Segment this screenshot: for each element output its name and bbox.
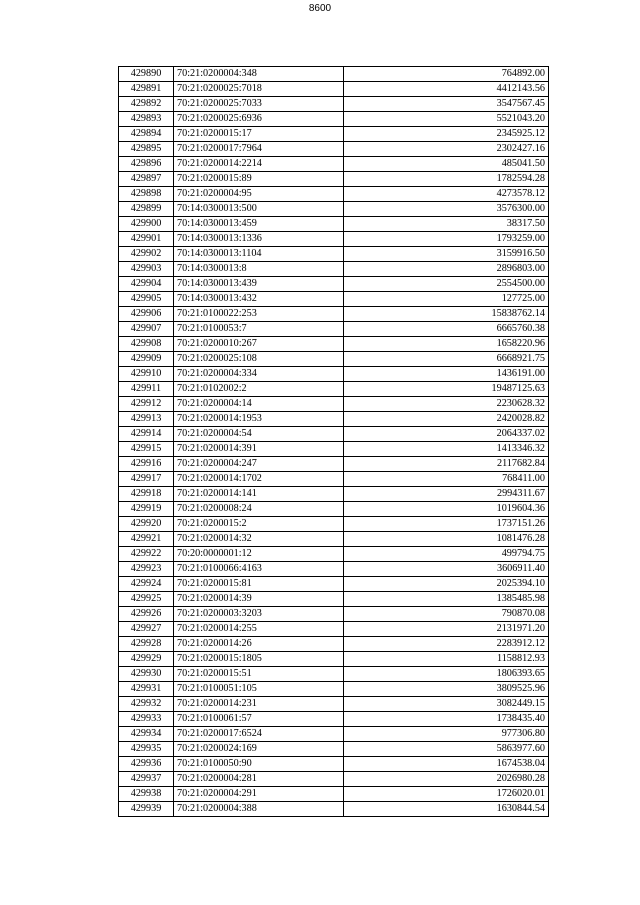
cadastral-number-cell: 70:14:0300013:8 — [174, 262, 344, 277]
row-number-cell: 429907 — [119, 322, 174, 337]
cadastral-number-cell: 70:21:0200004:95 — [174, 187, 344, 202]
table-row — [119, 757, 549, 772]
row-number-cell: 429906 — [119, 307, 174, 322]
value-cell: 4412143.56 — [344, 82, 549, 97]
value-cell: 2025394.10 — [344, 577, 549, 592]
cadastral-number-cell: 70:21:0100061:57 — [174, 712, 344, 727]
table-row — [119, 502, 549, 517]
table-row — [119, 547, 549, 562]
cadastral-number-cell: 70:21:0100051:105 — [174, 682, 344, 697]
table-row — [119, 82, 549, 97]
table-row — [119, 127, 549, 142]
value-cell: 5863977.60 — [344, 742, 549, 757]
cadastral-number-cell: 70:21:0200014:231 — [174, 697, 344, 712]
table-row — [119, 517, 549, 532]
table-row — [119, 112, 549, 127]
table-row — [119, 622, 549, 637]
value-cell: 127725.00 — [344, 292, 549, 307]
value-cell: 3082449.15 — [344, 697, 549, 712]
value-cell: 2554500.00 — [344, 277, 549, 292]
table-row — [119, 337, 549, 352]
cadastral-number-cell: 70:21:0200015:1805 — [174, 652, 344, 667]
value-cell: 1738435.40 — [344, 712, 549, 727]
row-number-cell: 429927 — [119, 622, 174, 637]
cadastral-number-cell: 70:21:0100050:90 — [174, 757, 344, 772]
cadastral-number-cell: 70:21:0200025:7018 — [174, 82, 344, 97]
row-number-cell: 429936 — [119, 757, 174, 772]
cadastral-number-cell: 70:21:0200014:39 — [174, 592, 344, 607]
value-cell: 1782594.28 — [344, 172, 549, 187]
value-cell: 5521043.20 — [344, 112, 549, 127]
cadastral-number-cell: 70:21:0200014:391 — [174, 442, 344, 457]
row-number-cell: 429923 — [119, 562, 174, 577]
row-number-cell: 429934 — [119, 727, 174, 742]
cadastral-number-cell: 70:21:0102002:2 — [174, 382, 344, 397]
cadastral-number-cell: 70:21:0200014:255 — [174, 622, 344, 637]
value-cell: 2131971.20 — [344, 622, 549, 637]
cadastral-number-cell: 70:21:0100066:4163 — [174, 562, 344, 577]
table-row — [119, 697, 549, 712]
table-row — [119, 97, 549, 112]
row-number-cell: 429895 — [119, 142, 174, 157]
value-cell: 1726020.01 — [344, 787, 549, 802]
value-cell: 4273578.12 — [344, 187, 549, 202]
cadastral-number-cell: 70:21:0200025:6936 — [174, 112, 344, 127]
value-cell: 2302427.16 — [344, 142, 549, 157]
row-number-cell: 429898 — [119, 187, 174, 202]
value-cell: 768411.00 — [344, 472, 549, 487]
value-cell: 3547567.45 — [344, 97, 549, 112]
row-number-cell: 429918 — [119, 487, 174, 502]
cadastral-number-cell: 70:14:0300013:459 — [174, 217, 344, 232]
cadastral-number-cell: 70:21:0200014:1953 — [174, 412, 344, 427]
row-number-cell: 429917 — [119, 472, 174, 487]
table-row — [119, 802, 549, 817]
value-cell: 2064337.02 — [344, 427, 549, 442]
table-row — [119, 352, 549, 367]
row-number-cell: 429909 — [119, 352, 174, 367]
row-number-cell: 429920 — [119, 517, 174, 532]
value-cell: 1658220.96 — [344, 337, 549, 352]
table-row — [119, 607, 549, 622]
table-row — [119, 682, 549, 697]
row-number-cell: 429911 — [119, 382, 174, 397]
cadastral-number-cell: 70:21:0200004:291 — [174, 787, 344, 802]
cadastral-number-cell: 70:14:0300013:432 — [174, 292, 344, 307]
row-number-cell: 429932 — [119, 697, 174, 712]
value-cell: 1436191.00 — [344, 367, 549, 382]
value-cell: 1413346.32 — [344, 442, 549, 457]
cadastral-number-cell: 70:21:0200004:334 — [174, 367, 344, 382]
value-cell: 1806393.65 — [344, 667, 549, 682]
row-number-cell: 429933 — [119, 712, 174, 727]
cadastral-number-cell: 70:21:0200004:54 — [174, 427, 344, 442]
table-row — [119, 712, 549, 727]
cadastral-number-cell: 70:21:0100022:253 — [174, 307, 344, 322]
row-number-cell: 429903 — [119, 262, 174, 277]
cadastral-number-cell: 70:21:0200004:14 — [174, 397, 344, 412]
row-number-cell: 429924 — [119, 577, 174, 592]
page-number: 8600 — [308, 3, 332, 14]
value-cell: 3606911.40 — [344, 562, 549, 577]
cadastral-number-cell: 70:21:0200015:89 — [174, 172, 344, 187]
row-number-cell: 429908 — [119, 337, 174, 352]
table-row — [119, 277, 549, 292]
value-cell: 977306.80 — [344, 727, 549, 742]
cadastral-number-cell: 70:21:0200017:7964 — [174, 142, 344, 157]
table-row — [119, 307, 549, 322]
row-number-cell: 429926 — [119, 607, 174, 622]
table-row — [119, 397, 549, 412]
value-cell: 19487125.63 — [344, 382, 549, 397]
row-number-cell: 429916 — [119, 457, 174, 472]
cadastral-number-cell: 70:21:0200014:2214 — [174, 157, 344, 172]
value-cell: 499794.75 — [344, 547, 549, 562]
cadastral-number-cell: 70:14:0300013:500 — [174, 202, 344, 217]
value-cell: 1385485.98 — [344, 592, 549, 607]
table-row — [119, 292, 549, 307]
row-number-cell: 429937 — [119, 772, 174, 787]
table-row — [119, 412, 549, 427]
value-cell: 2230628.32 — [344, 397, 549, 412]
row-number-cell: 429896 — [119, 157, 174, 172]
table-row — [119, 382, 549, 397]
cadastral-number-cell: 70:21:0200024:169 — [174, 742, 344, 757]
table-row — [119, 577, 549, 592]
value-cell: 6668921.75 — [344, 352, 549, 367]
cadastral-number-cell: 70:21:0200014:1702 — [174, 472, 344, 487]
table-row — [119, 457, 549, 472]
value-cell: 1793259.00 — [344, 232, 549, 247]
row-number-cell: 429897 — [119, 172, 174, 187]
value-cell: 2420028.82 — [344, 412, 549, 427]
value-cell: 1081476.28 — [344, 532, 549, 547]
cadastral-number-cell: 70:21:0200003:3203 — [174, 607, 344, 622]
row-number-cell: 429912 — [119, 397, 174, 412]
value-cell: 15838762.14 — [344, 307, 549, 322]
cadastral-number-cell: 70:21:0100053:7 — [174, 322, 344, 337]
table-row — [119, 202, 549, 217]
row-number-cell: 429919 — [119, 502, 174, 517]
value-cell: 1737151.26 — [344, 517, 549, 532]
row-number-cell: 429939 — [119, 802, 174, 817]
table-row — [119, 232, 549, 247]
row-number-cell: 429902 — [119, 247, 174, 262]
row-number-cell: 429925 — [119, 592, 174, 607]
cadastral-number-cell: 70:21:0200025:7033 — [174, 97, 344, 112]
table-row — [119, 562, 549, 577]
table-row — [119, 472, 549, 487]
records-table — [118, 66, 549, 817]
row-number-cell: 429891 — [119, 82, 174, 97]
cadastral-number-cell: 70:14:0300013:439 — [174, 277, 344, 292]
table-row — [119, 532, 549, 547]
table-row — [119, 442, 549, 457]
table-row — [119, 667, 549, 682]
row-number-cell: 429893 — [119, 112, 174, 127]
value-cell: 2026980.28 — [344, 772, 549, 787]
value-cell: 38317.50 — [344, 217, 549, 232]
table-row — [119, 742, 549, 757]
row-number-cell: 429890 — [119, 67, 174, 82]
cadastral-number-cell: 70:21:0200015:2 — [174, 517, 344, 532]
row-number-cell: 429915 — [119, 442, 174, 457]
value-cell: 1019604.36 — [344, 502, 549, 517]
table-row — [119, 592, 549, 607]
value-cell: 2994311.67 — [344, 487, 549, 502]
cadastral-number-cell: 70:21:0200010:267 — [174, 337, 344, 352]
table-row — [119, 487, 549, 502]
row-number-cell: 429935 — [119, 742, 174, 757]
row-number-cell: 429914 — [119, 427, 174, 442]
value-cell: 1630844.54 — [344, 802, 549, 817]
cadastral-number-cell: 70:21:0200015:81 — [174, 577, 344, 592]
row-number-cell: 429930 — [119, 667, 174, 682]
table-row — [119, 247, 549, 262]
cadastral-number-cell: 70:20:0000001:12 — [174, 547, 344, 562]
cadastral-number-cell: 70:21:0200004:281 — [174, 772, 344, 787]
value-cell: 485041.50 — [344, 157, 549, 172]
value-cell: 1158812.93 — [344, 652, 549, 667]
row-number-cell: 429894 — [119, 127, 174, 142]
value-cell: 3576300.00 — [344, 202, 549, 217]
row-number-cell: 429931 — [119, 682, 174, 697]
table-row — [119, 262, 549, 277]
value-cell: 2896803.00 — [344, 262, 549, 277]
row-number-cell: 429929 — [119, 652, 174, 667]
table-row — [119, 652, 549, 667]
table-row — [119, 727, 549, 742]
cadastral-number-cell: 70:21:0200025:108 — [174, 352, 344, 367]
table-row — [119, 142, 549, 157]
row-number-cell: 429910 — [119, 367, 174, 382]
cadastral-number-cell: 70:21:0200008:24 — [174, 502, 344, 517]
table-row — [119, 172, 549, 187]
row-number-cell: 429892 — [119, 97, 174, 112]
cadastral-number-cell: 70:21:0200015:51 — [174, 667, 344, 682]
table-row — [119, 322, 549, 337]
table-row — [119, 217, 549, 232]
cadastral-number-cell: 70:21:0200014:26 — [174, 637, 344, 652]
records-table-body — [119, 67, 549, 817]
row-number-cell: 429901 — [119, 232, 174, 247]
table-row — [119, 367, 549, 382]
table-row — [119, 787, 549, 802]
cadastral-number-cell: 70:21:0200017:6524 — [174, 727, 344, 742]
value-cell: 3159916.50 — [344, 247, 549, 262]
row-number-cell: 429904 — [119, 277, 174, 292]
value-cell: 790870.08 — [344, 607, 549, 622]
value-cell: 2283912.12 — [344, 637, 549, 652]
cadastral-number-cell: 70:21:0200004:388 — [174, 802, 344, 817]
cadastral-number-cell: 70:14:0300013:1336 — [174, 232, 344, 247]
value-cell: 2117682.84 — [344, 457, 549, 472]
row-number-cell: 429905 — [119, 292, 174, 307]
cadastral-number-cell: 70:21:0200014:32 — [174, 532, 344, 547]
cadastral-number-cell: 70:21:0200015:17 — [174, 127, 344, 142]
value-cell: 6665760.38 — [344, 322, 549, 337]
row-number-cell: 429922 — [119, 547, 174, 562]
value-cell: 3809525.96 — [344, 682, 549, 697]
value-cell: 2345925.12 — [344, 127, 549, 142]
row-number-cell: 429921 — [119, 532, 174, 547]
row-number-cell: 429928 — [119, 637, 174, 652]
table-row — [119, 187, 549, 202]
row-number-cell: 429900 — [119, 217, 174, 232]
table-row — [119, 427, 549, 442]
table-row — [119, 772, 549, 787]
cadastral-number-cell: 70:14:0300013:1104 — [174, 247, 344, 262]
table-row — [119, 637, 549, 652]
row-number-cell: 429938 — [119, 787, 174, 802]
value-cell: 1674538.04 — [344, 757, 549, 772]
cadastral-number-cell: 70:21:0200004:348 — [174, 67, 344, 82]
table-row — [119, 67, 549, 82]
row-number-cell: 429899 — [119, 202, 174, 217]
row-number-cell: 429913 — [119, 412, 174, 427]
value-cell: 764892.00 — [344, 67, 549, 82]
cadastral-number-cell: 70:21:0200014:141 — [174, 487, 344, 502]
cadastral-number-cell: 70:21:0200004:247 — [174, 457, 344, 472]
table-row — [119, 157, 549, 172]
